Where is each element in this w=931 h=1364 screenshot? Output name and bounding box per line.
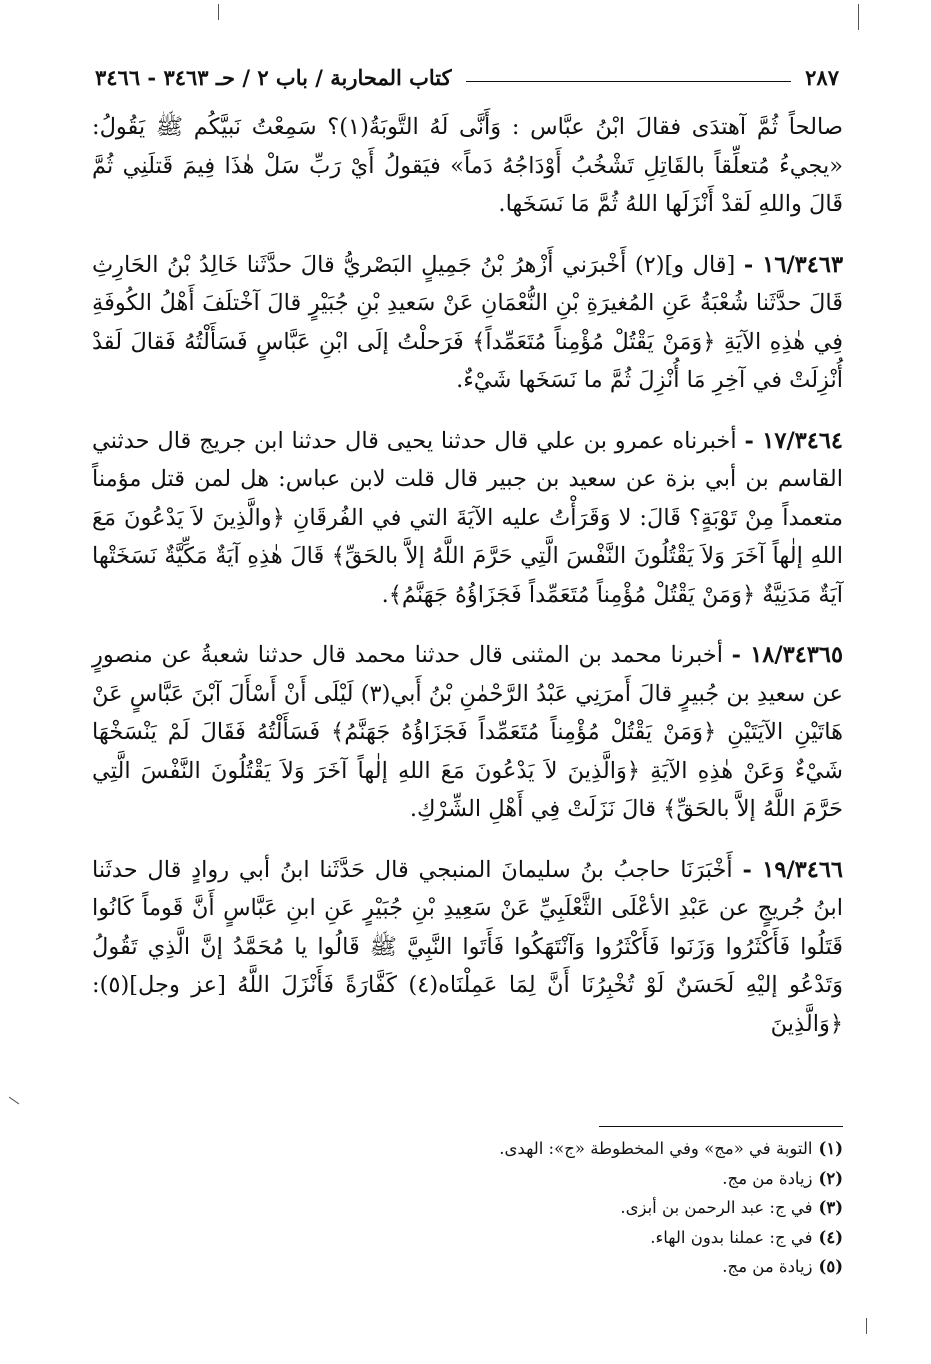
paragraph-text: أخبرناه عمرو بن علي قال حدثنا يحيى قال حدثنا ابن جريج قال حدثني القاسم بن أبي بزة عن سعيد بن جبير قال قلت لابن عباس: هل لمن قتل مؤمناً متعمداً مِنْ تَوْبَةٍ؟ قَالَ: لا وَقَرَأْتُ عليه الآيَةَ التي في الفُرقَانِ ﴿والَّذِينَ لاَ يَدْعُونَ مَعَ اللهِ إلٰهاً آخَرَ وَلاَ يَقْتُلُونَ النَّفْسَ الَّتِي حَرَّمَ اللَّهُ إلاَّ بالحَقِّ﴾ قَالَ هٰذِهِ آيَةٌ مَكِّيَّةٌ نَسَخَتْها آيَةٌ مَدَنِيَّةٌ ﴿وَمَنْ يَقْتُلْ مُؤْمِناً مُتَعَمِّداً فَجَزَاؤُهُ جَهَنَّمُ﴾. (92, 427, 843, 608)
footnote-separator (599, 1126, 843, 1127)
running-header (95, 60, 839, 94)
hadith-number: ١٨/٣٤٣٦٥ - (731, 642, 844, 668)
scan-mark (9, 1097, 19, 1105)
hadith-number: ١٦/٣٤٦٣ - (743, 251, 844, 278)
hadith-3466 (92, 851, 843, 1044)
footnote-number: (٢) (818, 1168, 843, 1188)
scan-mark (858, 4, 859, 30)
footnote-number: (١) (818, 1139, 843, 1158)
paragraph-text: [قال و](٢) أَخْبرَني أَزْهرُ بْنُ جَمِيلٍ البَصْريُّ قالَ حدَّثَنا خَالِدُ بْنُ الحَارِثِ قَالَ حدَّثَنا شُعْبَةُ عَنِ المُغيرَةِ بْنِ النُّعْمَانِ عَنْ سَعيدِ بْنِ جُبَيْرٍ قالَ آخْتلَفَ أَهْلُ الكُوفَةِ فِي هٰذِهِ الآيَةِ ﴿وَمَنْ يَقْتُلْ مُؤْمِناً مُتَعَمِّداً﴾ فَرَحلْتُ إلَى ابْنِ عَبَّاسٍ فَسَأَلْتُهُ فَقالَ لَقدْ أُنْزِلَتْ في آخِرِ مَا أُنْزِلَ ثُمَّ ما نَسَخَها شَيْءٌ. (92, 251, 843, 393)
footnote (300, 1134, 843, 1164)
footnote-text: زيادة من مج. (722, 1168, 813, 1188)
header-rule (466, 81, 792, 82)
hadith-3464 (92, 422, 843, 615)
footnote (300, 1223, 843, 1253)
footnote-number: (٣) (818, 1198, 843, 1217)
footnote-text: زيادة من مج. (722, 1257, 813, 1276)
footnote (300, 1164, 843, 1194)
scan-mark (218, 4, 219, 20)
hadith-number: ١٧/٣٤٦٤ - (744, 427, 844, 454)
paragraph-text: أخبرنا محمد بن المثنى قال حدثنا محمد قال حدثنا شعبةُ عن منصورٍ عن سعيدِ بن جُبيرٍ قالَ أَمرَنِي عَبْدُ الرَّحْمٰنِ بْنُ أَبي(٣) لَيْلَى أَنْ أَسْأَلَ آبْنَ عَبَّاسٍ عَنْ هَاتَيْنِ الآيَتَيْنِ ﴿وَمَنْ يَقْتُلْ مُؤْمِناً مُتَعَمِّداً فَجَزَاؤُهُ جَهَنَّمُ﴾ فَسَأَلْتُهُ فَقَالَ لَمْ يَنْسَخْهَا شَيْءٌ وَعَنْ هٰذِهِ الآيَةِ ﴿وَالَّذِينَ لاَ يَدْعُونَ مَعَ اللهِ إلٰهاً آخَرَ وَلاَ يَقْتُلُونَ النَّفْسَ الَّتِي حَرَّمَ اللَّهُ إلاَّ بالحَقِّ﴾ قالَ نَزَلَتْ فِي أَهْلِ الشِّرْكِ. (92, 642, 843, 822)
page-number: ٢٨٧ (805, 64, 839, 90)
footnote-number: (٥) (818, 1257, 843, 1276)
footnote-text: في ج: عملنا بدون الهاء. (650, 1227, 813, 1247)
paragraph-text: أَخْبَرَنَا حاجبُ بنُ سليمانَ المنبجي قال حَدَّثَنا ابنُ أبي روادٍ قال حدثَنا ابنُ جُريجٍ عن عَبْدِ الأعْلَى الثَّعْلَبِيِّ عَنْ سَعِيدِ بْنِ جُبَيْرٍ عَنِ ابنِ عَبَّاسٍ أَنَّ قَوماً كَانُوا قَتَلُوا فَأَكْثَرُوا وَزَنَوا فَأَكْثَرُوا وَآنْتَهَكُوا فَأَتَوا النَّبِيَّ ﷺ قَالُوا يا مُحَمَّدُ إنَّ الَّذِي تَقُولُ وَتَدْعُو إليْهِ لَحَسَنٌ لَوْ تُخْبِرُنَا أَنَّ لِمَا عَمِلْنَاه(٤) كَفَّارَةً فَأَنْزَلَ اللَّهُ [عز وجل](٥): ﴿وَالَّذِينَ (92, 856, 843, 1037)
footnotes (300, 1134, 843, 1282)
hadith-number: ١٩/٣٤٦٦ - (742, 856, 844, 883)
main-text (92, 108, 843, 1065)
footnote-text: التوبة في «مج» وفي المخطوطة «ج»: الهدى. (499, 1139, 813, 1158)
footnote (300, 1193, 843, 1223)
footnote (300, 1252, 843, 1282)
hadith-3463 (92, 246, 843, 400)
header-title: كتاب المحاربة / باب ٢ / حـ ٣٤٦٣ - ٣٤٦٦ (95, 64, 452, 90)
footnote-text: في ج: عبد الرحمن بن أبزى. (620, 1198, 813, 1217)
scan-mark (866, 1318, 867, 1334)
paragraph-text: صالحاً ثُمَّ آهتدَى فقالَ ابْنُ عبَّاس : وَأَنَّى لَهُ التَّوبَةُ(١)؟ سَمِعْتُ نَبيَّكُم ﷺ يَقُولُ: «يجيءُ مُتعلِّقاً بالقَاتِلِ تَشْخُبُ أَوْدَاجُهُ دَماً» فيَقولُ أَيْ رَبِّ سَلْ هٰذَا فِيمَ قَتلَنِي ثُمَّ قَالَ واللهِ لَقدْ أَنْزَلَها اللهُ ثُمَّ مَا نَسَخَها. (92, 114, 843, 217)
footnote-number: (٤) (818, 1227, 843, 1247)
hadith-3465 (92, 636, 843, 829)
paragraph-continuation (92, 108, 843, 224)
